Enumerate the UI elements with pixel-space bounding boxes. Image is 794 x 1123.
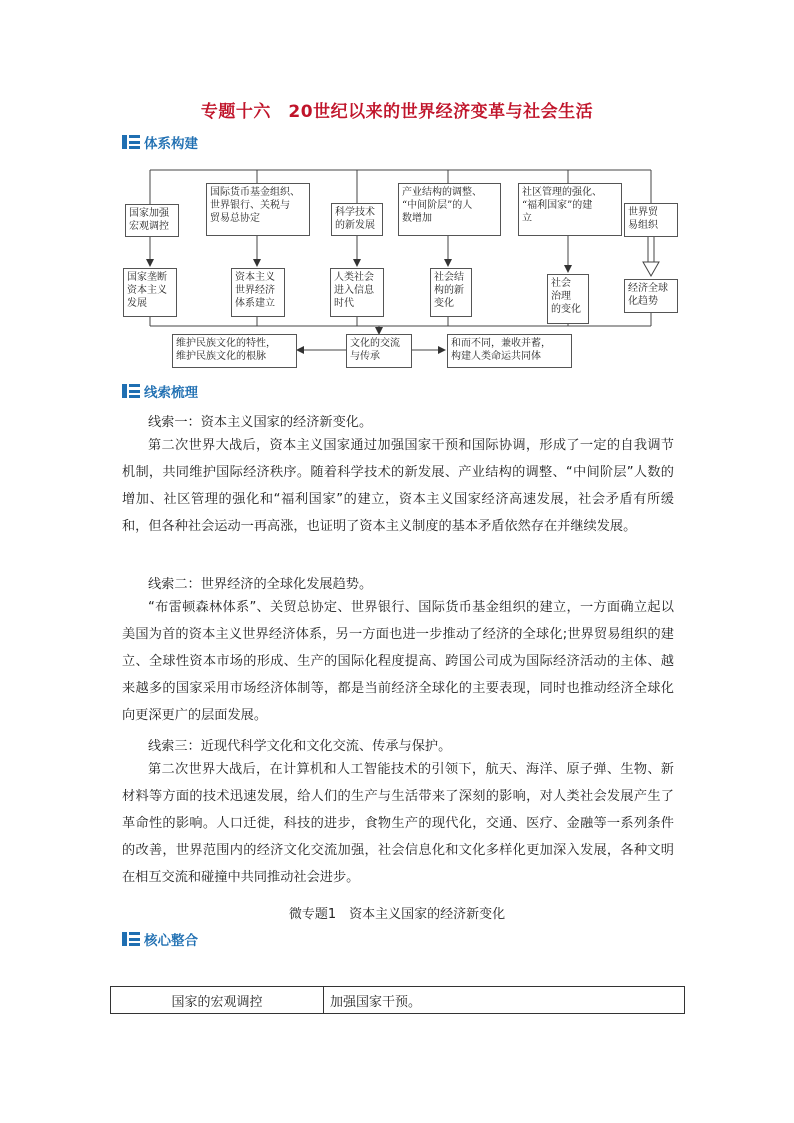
diagram-top-box: 科学技术 的新发展 xyxy=(331,203,383,236)
section-label: 核心整合 xyxy=(144,933,198,949)
diagram-top-box: 产业结构的调整、 “中间阶层”的人 数增加 xyxy=(398,183,501,236)
clue1-body: 第二次世界大战后，资本主义国家通过加强国家干预和国际协调，形成了一定的自我调节机制，共同维护国际经济秩序。随着科学技术的新发展、产业结构的调整、“中间阶层”人数的增加、社区管理的强化和“福利国家”的建立，资本主义国家经济高速发展，社会矛盾有所缓和，但各种社会运动一再高涨，也证明了资本主义制度的基本矛盾依然存在并继续发展。 xyxy=(122,438,674,534)
diagram-mid-box: 社会结 构的新 变化 xyxy=(430,268,472,317)
diagram-mid-box: 资本主义 世界经济 体系建立 xyxy=(231,268,285,317)
diagram-mid-box: 经济全球 化趋势 xyxy=(624,279,678,313)
clue1-title: 线索一：资本主义国家的经济新变化。 xyxy=(148,415,373,430)
diagram-top-box: 世界贸 易组织 xyxy=(624,203,678,237)
section-icon xyxy=(122,384,140,398)
table-cell: 加强国家干预。 xyxy=(324,987,685,1014)
section-label: 线索梳理 xyxy=(144,385,198,401)
clue2-title: 线索二：世界经济的全球化发展趋势。 xyxy=(148,577,373,592)
diagram-mid-box: 人类社会 进入信息 时代 xyxy=(330,268,384,317)
clue3-body: 第二次世界大战后，在计算机和人工智能技术的引领下，航天、海洋、原子弹、生物、新材料等方面的技术迅速发展，给人们的生产与生活带来了深刻的影响，对人类社会发展产生了革命性的影响。人口迁徙，科技的进步，食物生产的现代化，交通、医疗、金融等一系列条件的改善，世界范围内的经济文化交流加强，社会信息化和文化多样化更加深入发展，各种文明在相互交流和碰撞中共同推动社会进步。 xyxy=(122,762,674,885)
diagram-mid-box: 社会 治理 的变化 xyxy=(547,274,589,324)
diagram-top-box: 国家加强 宏观调控 xyxy=(125,204,179,237)
table-cell: 国家的宏观调控 xyxy=(111,987,324,1014)
section-header-clues xyxy=(122,382,198,400)
core-table xyxy=(110,986,685,1014)
section-header-core xyxy=(122,930,198,948)
clue3-title: 线索三：近现代科学文化和文化交流、传承与保护。 xyxy=(148,739,452,754)
diagram-bottom-left-box: 维护民族文化的特性， 维护民族文化的根脉 xyxy=(172,334,297,368)
clue2-body: “布雷顿森林体系”、关贸总协定、世界银行、国际货币基金组织的建立，一方面确立起以美国为首的资本主义世界经济体系，另一方面也进一步推动了经济的全球化;世界贸易组织的建立、全球性资本市场的形成、生产的国际化程度提高、跨国公司成为国际经济活动的主体、越来越多的国家采用市场经济体制等，都是当前经济全球化的主要表现，同时也推动经济全球化向更深更广的层面发展。 xyxy=(122,600,674,723)
table-row xyxy=(111,987,685,1014)
diagram-top-box: 国际货币基金组织、 世界银行、关税与 贸易总协定 xyxy=(206,183,310,236)
section-label: 体系构建 xyxy=(144,136,198,152)
page-title: 专题十六 20世纪以来的世界经济变革与社会生活 xyxy=(200,102,594,122)
diagram-mid-box: 国家垄断 资本主义 发展 xyxy=(123,268,177,317)
section-icon xyxy=(122,932,140,946)
micro-topic-title: 微专题1 资本主义国家的经济新变化 xyxy=(288,907,506,922)
diagram-top-box: 社区管理的强化、 “福利国家”的建 立 xyxy=(518,183,622,236)
concept-diagram-lines xyxy=(0,0,794,380)
diagram-bottom-right-box: 和而不同，兼收并蓄， 构建人类命运共同体 xyxy=(447,334,572,368)
diagram-bottom-center-box: 文化的交流 与传承 xyxy=(346,334,412,368)
